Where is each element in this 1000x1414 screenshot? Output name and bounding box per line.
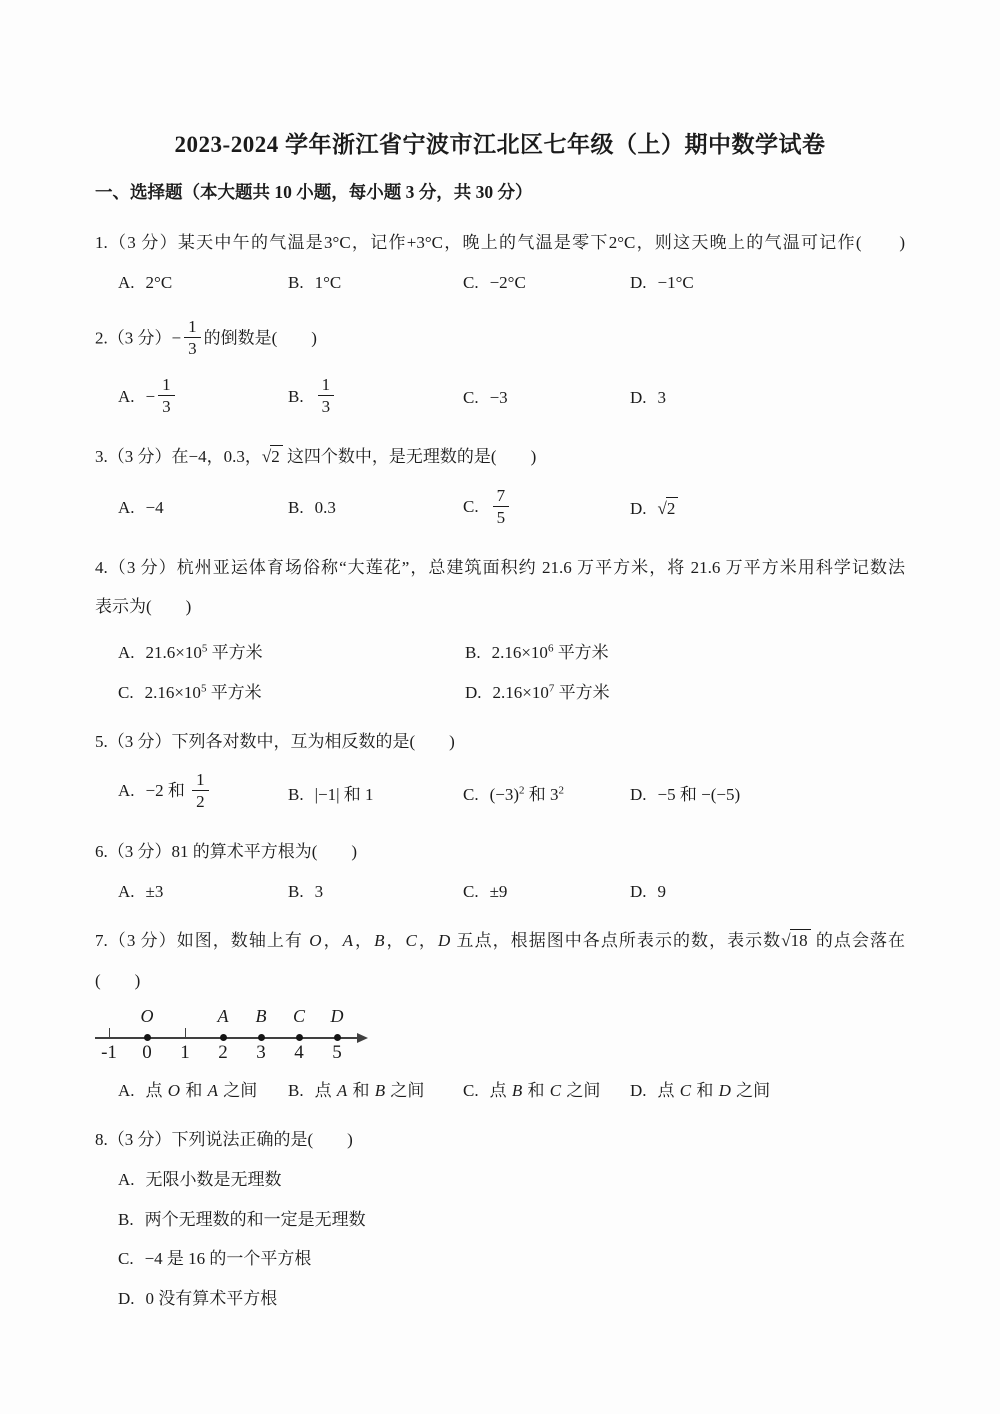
option-value: −4 是 16 的一个平方根 bbox=[144, 1249, 312, 1269]
option-label: C. bbox=[463, 784, 479, 804]
fraction: $\frac{1}{2}$ bbox=[192, 770, 209, 811]
option-label: B. bbox=[118, 1209, 134, 1229]
option-C bbox=[463, 1076, 630, 1101]
option-D bbox=[630, 497, 905, 519]
option-value: − $\frac{1}{3}$ bbox=[146, 387, 178, 406]
option-value: −4 bbox=[145, 498, 164, 518]
square-root: √2 bbox=[658, 499, 679, 518]
option-B bbox=[288, 780, 463, 805]
option-label: D. bbox=[630, 273, 647, 293]
option-A bbox=[118, 882, 288, 902]
option-A bbox=[118, 377, 288, 418]
option-A bbox=[118, 1167, 905, 1193]
option-label: A. bbox=[118, 386, 135, 406]
math-variable: A bbox=[207, 1081, 218, 1100]
question-7-stem-line1: 7.（3 分）如图，数轴上有 O，A，B，C，D 五点，根据图中各点所表示的数，表示数√18 的点会落在 bbox=[95, 931, 906, 951]
numberline-point-label-A: A bbox=[217, 1006, 229, 1026]
exponent: 2 bbox=[519, 784, 525, 797]
math-variable: C bbox=[679, 1081, 692, 1100]
option-value: 3 bbox=[314, 882, 324, 902]
option-label: D. bbox=[465, 682, 482, 702]
option-value: $2.16\times 10^5$ 平方米 bbox=[144, 681, 262, 702]
numberline-axis bbox=[95, 1037, 359, 1039]
numberline-point-D bbox=[334, 1034, 341, 1041]
option-value: 3 bbox=[657, 387, 667, 407]
question-2-options bbox=[95, 377, 905, 418]
question-1-stem: 1.（3 分）某天中午的气温是3°C，记作+3°C，晚上的气温是零下2°C，则这天晚上的气温可记作( ) bbox=[95, 233, 905, 252]
question-4-options bbox=[95, 638, 905, 703]
option-label: C. bbox=[463, 387, 479, 407]
page-title: 2023-2024 学年浙江省宁波市江北区七年级（上）期中数学试卷 bbox=[174, 132, 826, 157]
option-label: B. bbox=[288, 784, 304, 804]
math-variable: C bbox=[549, 1081, 562, 1100]
option-B bbox=[288, 498, 463, 518]
numberline-tick bbox=[109, 1028, 110, 1038]
option-value: 点 C 和 D 之间 bbox=[657, 1081, 771, 1100]
option-value: $2.16\times 10^6$ 平方米 bbox=[491, 641, 609, 662]
question-4 bbox=[95, 555, 905, 703]
math-variable: B bbox=[511, 1081, 523, 1100]
math-variable: D bbox=[437, 931, 451, 951]
question-8 bbox=[95, 1127, 905, 1311]
math-variable: O bbox=[167, 1081, 181, 1100]
option-label: A. bbox=[118, 273, 135, 293]
square-root: √18 bbox=[781, 931, 810, 950]
math-variable: C bbox=[405, 931, 417, 951]
math-variable: D bbox=[718, 1081, 731, 1100]
question-7 bbox=[95, 928, 905, 1101]
option-A bbox=[118, 498, 288, 518]
question-3 bbox=[95, 444, 905, 528]
square-root: √2 bbox=[262, 447, 283, 466]
numberline-point-A bbox=[220, 1034, 227, 1041]
question-5-stem: 5.（3 分）下列各对数中，互为相反数的是( ) bbox=[95, 731, 455, 751]
option-value: $21.6\times 10^5$ 平方米 bbox=[145, 641, 263, 662]
option-label: A. bbox=[118, 882, 135, 902]
question-8-stem: 8.（3 分）下列说法正确的是( ) bbox=[95, 1130, 353, 1149]
question-8-options bbox=[95, 1167, 905, 1311]
option-D bbox=[630, 882, 905, 902]
numberline-number: 0 bbox=[142, 1042, 152, 1063]
option-D bbox=[630, 273, 905, 293]
numberline-number: 5 bbox=[332, 1042, 342, 1063]
question-7-options bbox=[95, 1076, 905, 1101]
option-A bbox=[118, 769, 288, 813]
numberline-number: 2 bbox=[218, 1042, 228, 1063]
section-heading: 一、选择题（本大题共 10 小题，每小题 3 分，共 30 分） bbox=[95, 182, 533, 202]
option-label: B. bbox=[288, 273, 304, 293]
option-label: A. bbox=[118, 498, 135, 518]
question-5-options bbox=[95, 769, 905, 813]
option-A bbox=[118, 273, 288, 293]
option-label: C. bbox=[118, 1249, 134, 1269]
option-C bbox=[118, 1246, 905, 1272]
math-variable: A bbox=[336, 1081, 348, 1100]
option-label: D. bbox=[630, 882, 647, 902]
option-D bbox=[630, 388, 905, 408]
numberline-number: 1 bbox=[180, 1042, 190, 1063]
option-C bbox=[463, 780, 630, 805]
numberline-point-label-C: C bbox=[292, 1006, 305, 1026]
option-value: −2 和 $\frac{1}{2}$ bbox=[146, 781, 212, 800]
numberline-point-B bbox=[258, 1034, 265, 1041]
option-value: 0.3 bbox=[314, 498, 336, 518]
numberline-point-O bbox=[144, 1034, 151, 1041]
option-C bbox=[463, 388, 630, 408]
fraction: $\frac{1}{3}$ bbox=[184, 317, 201, 358]
numberline-point-label-D: D bbox=[330, 1006, 344, 1026]
question-2 bbox=[95, 319, 905, 418]
option-label: A. bbox=[118, 781, 135, 801]
option-value: ±9 bbox=[489, 882, 508, 902]
option-label: C. bbox=[463, 273, 479, 293]
fraction: $\frac{7}{5}$ bbox=[493, 486, 510, 527]
option-D bbox=[630, 780, 905, 805]
numberline-arrow-icon bbox=[357, 1033, 368, 1043]
exponent: 5 bbox=[200, 681, 207, 694]
exponent: 7 bbox=[548, 681, 555, 694]
option-value: 0 没有算术平方根 bbox=[145, 1288, 278, 1308]
numberline-tick bbox=[185, 1028, 186, 1038]
fraction: $\frac{1}{3}$ bbox=[158, 375, 175, 416]
option-label: D. bbox=[118, 1288, 135, 1308]
question-1-options bbox=[95, 273, 905, 293]
exponent: 5 bbox=[201, 641, 208, 654]
option-C bbox=[118, 678, 465, 703]
option-value bbox=[658, 499, 679, 518]
option-label: B. bbox=[288, 386, 304, 406]
numberline-number: 4 bbox=[294, 1042, 304, 1063]
math-variable: B bbox=[374, 1081, 386, 1100]
option-label: D. bbox=[630, 784, 647, 804]
option-value: $2.16\times 10^7$ 平方米 bbox=[492, 681, 610, 702]
option-label: A. bbox=[118, 1170, 135, 1190]
option-B bbox=[288, 377, 463, 418]
option-A bbox=[118, 1076, 288, 1101]
option-D bbox=[630, 1076, 905, 1101]
option-B bbox=[465, 638, 905, 663]
option-label: B. bbox=[288, 882, 304, 902]
option-C bbox=[463, 882, 630, 902]
option-value: 点 A 和 B 之间 bbox=[314, 1081, 425, 1100]
question-6 bbox=[95, 839, 905, 902]
fraction: $\frac{1}{3}$ bbox=[318, 375, 335, 416]
question-2-stem: 2.（3 分）− $\frac{1}{3}$ 的倒数是( ) bbox=[95, 317, 317, 359]
question-4-stem-line2: 表示为( ) bbox=[95, 597, 192, 617]
option-label: C. bbox=[118, 682, 134, 702]
option-label: B. bbox=[465, 642, 481, 662]
option-B bbox=[288, 1076, 463, 1101]
option-D bbox=[118, 1286, 905, 1312]
math-variable: A bbox=[342, 931, 353, 951]
exponent: 6 bbox=[547, 641, 554, 654]
question-6-options bbox=[95, 882, 905, 902]
option-label: C. bbox=[463, 882, 479, 902]
option-value: 无限小数是无理数 bbox=[145, 1170, 282, 1190]
option-value: −5 和 −(−5) bbox=[657, 784, 741, 804]
option-C bbox=[463, 485, 630, 529]
question-5 bbox=[95, 729, 905, 813]
option-label: D. bbox=[630, 1081, 647, 1100]
option-B bbox=[288, 882, 463, 902]
question-1 bbox=[95, 230, 905, 293]
numberline-number: -1 bbox=[101, 1042, 117, 1063]
option-B bbox=[288, 273, 463, 293]
number-line-figure bbox=[95, 1006, 380, 1068]
question-3-stem: 3.（3 分）在−4，0.3，√2 这四个数中，是无理数的是( ) bbox=[95, 447, 537, 467]
option-A bbox=[118, 638, 465, 663]
question-3-options bbox=[95, 485, 905, 529]
option-value: 9 bbox=[657, 882, 667, 902]
option-value: 1°C bbox=[314, 273, 342, 293]
exponent: 2 bbox=[558, 784, 565, 797]
option-value: −3 bbox=[489, 387, 508, 407]
option-value: 两个无理数的和一定是无理数 bbox=[144, 1209, 366, 1229]
option-B bbox=[118, 1207, 905, 1233]
option-value: ±3 bbox=[145, 882, 164, 902]
numberline-point-label-O: O bbox=[140, 1006, 154, 1026]
option-value: −1°C bbox=[657, 273, 694, 293]
math-variable: O bbox=[309, 931, 322, 951]
option-label: D. bbox=[630, 387, 647, 407]
option-label: B. bbox=[288, 498, 304, 518]
option-value bbox=[315, 375, 338, 417]
option-C bbox=[463, 273, 630, 293]
option-label: C. bbox=[463, 1081, 479, 1100]
option-value: −2°C bbox=[489, 273, 526, 293]
option-label: A. bbox=[118, 642, 135, 662]
option-value: 点 O 和 A 之间 bbox=[145, 1081, 258, 1100]
question-4-stem-line1: 4.（3 分）杭州亚运体育场俗称“大莲花”，总建筑面积约 21.6 万平方米，将 21.6 万平方米用科学记数法 bbox=[95, 557, 905, 577]
option-value: |−1| 和 1 bbox=[314, 784, 374, 804]
math-variable: B bbox=[374, 931, 385, 951]
numberline-point-label-B: B bbox=[255, 1006, 267, 1026]
option-value bbox=[490, 485, 513, 527]
option-label: C. bbox=[463, 497, 479, 517]
option-value: $(-3)^2$ 和 $3^2$ bbox=[489, 784, 565, 804]
option-value: 点 B 和 C 之间 bbox=[489, 1081, 601, 1100]
question-6-stem: 6.（3 分）81 的算术平方根为( ) bbox=[95, 841, 358, 861]
option-D bbox=[465, 678, 905, 703]
option-value: 2°C bbox=[145, 273, 173, 293]
option-label: B. bbox=[288, 1081, 304, 1100]
question-7-stem-line2: ( ) bbox=[95, 970, 141, 990]
option-label: D. bbox=[630, 499, 647, 519]
numberline-number: 3 bbox=[256, 1042, 266, 1063]
numberline-point-C bbox=[296, 1034, 303, 1041]
option-label: A. bbox=[118, 1081, 135, 1100]
